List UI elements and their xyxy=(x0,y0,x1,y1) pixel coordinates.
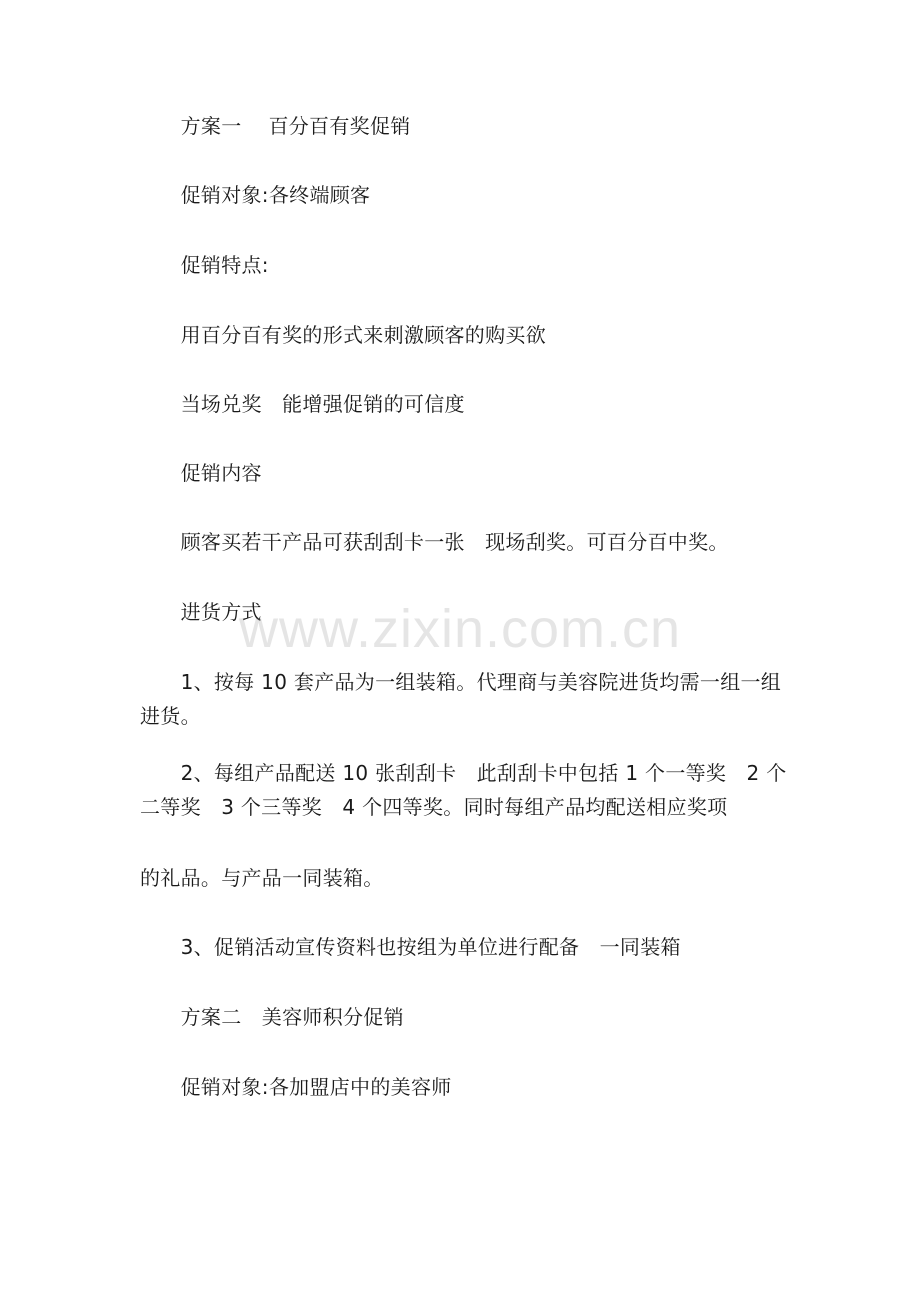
stocking-item-2-continuation: 的礼品。与产品一同装箱。 xyxy=(140,866,384,890)
plan-one-title: 方案一 百分百有奖促销 xyxy=(140,114,411,138)
promo-content-line: 顾客买若干产品可获刮刮卡一张 现场刮奖。可百分百中奖。 xyxy=(140,530,729,554)
watermark: www.zixin.com.cn xyxy=(238,599,682,659)
stocking-method-heading: 进货方式 xyxy=(140,600,262,624)
promo-feature-line-2: 当场兑奖 能增强促销的可信度 xyxy=(140,392,465,416)
plan-two-title: 方案二 美容师积分促销 xyxy=(140,1005,404,1029)
promo-features-heading: 促销特点: xyxy=(140,253,269,277)
promo-target-line: 促销对象:各终端顾客 xyxy=(140,183,371,207)
stocking-item-1: 1、按每 10 套产品为一组装箱。代理商与美容院进货均需一组一组进货。 xyxy=(140,670,782,728)
stocking-item-2: 2、每组产品配送 10 张刮刮卡 此刮刮卡中包括 1 个一等奖 2 个二等奖 3 个三等奖 4 个四等奖。同时每组产品均配送相应奖项 xyxy=(140,761,787,819)
plan-two-target-line: 促销对象:各加盟店中的美容师 xyxy=(140,1075,452,1099)
stocking-item-3: 3、促销活动宣传资料也按组为单位进行配备 一同装箱 xyxy=(140,935,681,959)
promo-content-heading: 促销内容 xyxy=(140,461,262,485)
promo-feature-line-1: 用百分百有奖的形式来刺激顾客的购买欲 xyxy=(140,323,546,347)
